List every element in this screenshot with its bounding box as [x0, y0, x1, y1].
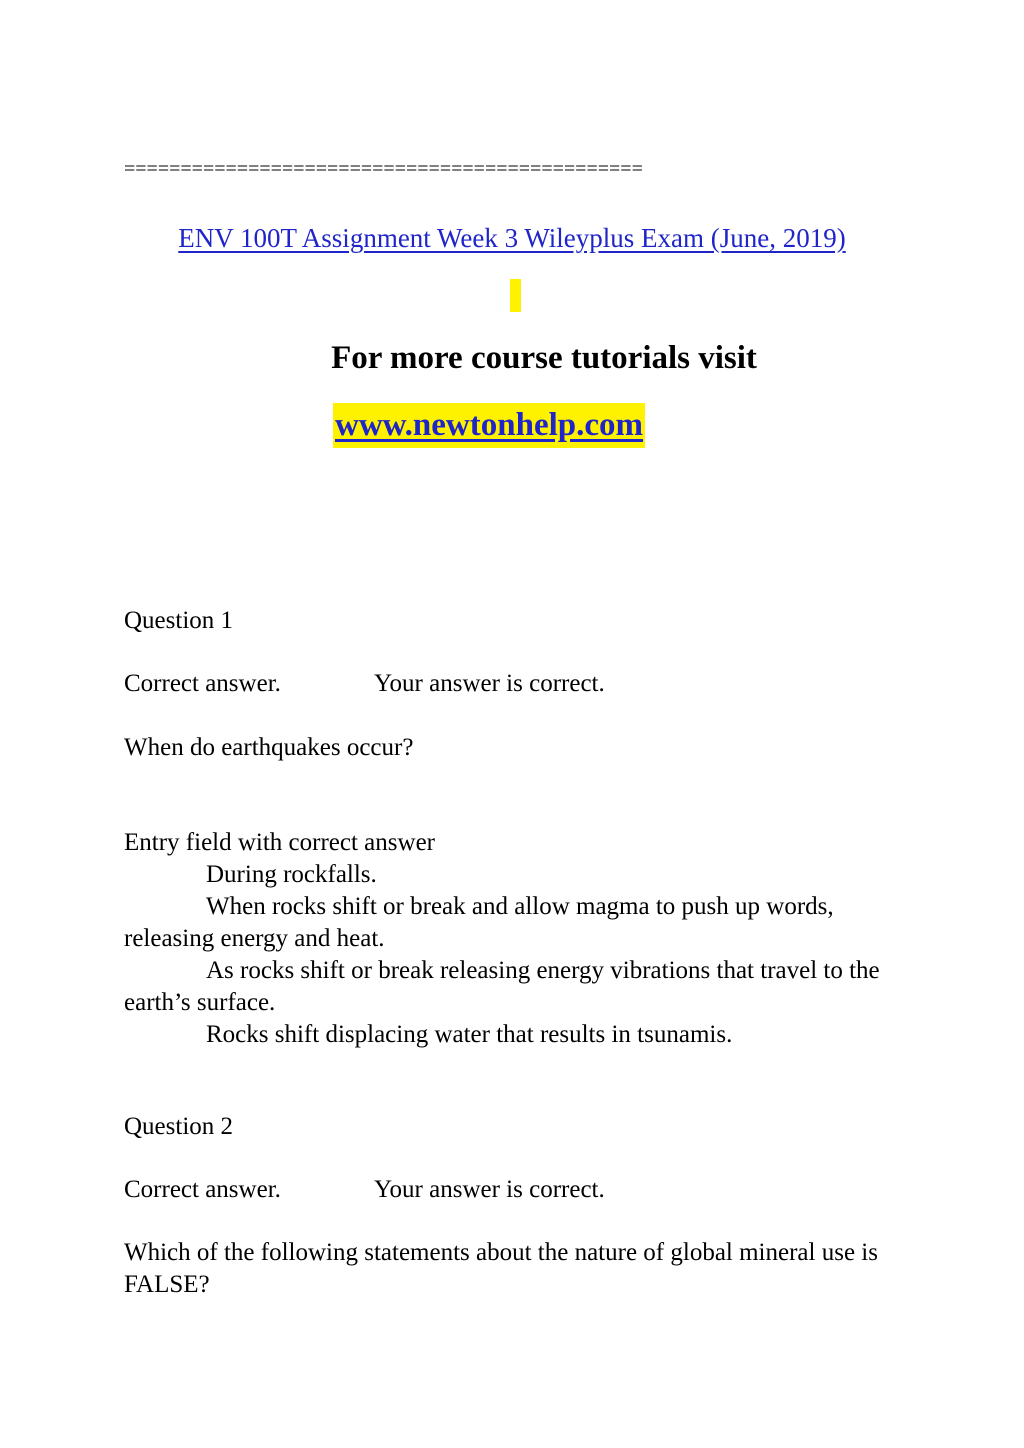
question-prompt: When do earthquakes occur? [124, 734, 414, 761]
site-link-highlight [333, 403, 645, 448]
question-label: Question 1 [124, 607, 234, 634]
answer-status [124, 668, 605, 700]
status-text: Correct answer. [124, 1176, 281, 1203]
status-text: Correct answer. [124, 670, 281, 697]
title-link[interactable]: ENV 100T Assignment Week 3 Wileyplus Exam (June, 2019) [178, 223, 846, 253]
option-item[interactable]: During rockfalls. [206, 861, 377, 888]
question-label: Question 2 [124, 1113, 234, 1140]
highlight-mark [510, 279, 521, 312]
feedback-text: Your answer is correct. [374, 670, 605, 697]
separator-line: ============================================== [124, 158, 643, 180]
answer-options [124, 827, 904, 1051]
answer-status [124, 1174, 605, 1206]
option-item[interactable]: As rocks shift or break releasing energy vibrations that travel to the earth’s surface. [124, 957, 880, 1016]
site-link[interactable]: www.newtonhelp.com [335, 407, 644, 443]
promo-heading: For more course tutorials visit [331, 340, 757, 376]
question-prompt: Which of the following statements about the nature of global mineral use is FALSE? [124, 1239, 878, 1298]
feedback-text: Your answer is correct. [374, 1176, 605, 1203]
document-title [0, 220, 1024, 256]
option-item[interactable]: When rocks shift or break and allow magma to push up words, releasing energy and heat. [124, 893, 834, 952]
entry-field-label: Entry field with correct answer [124, 829, 435, 856]
option-item[interactable]: Rocks shift displacing water that results in tsunamis. [206, 1021, 733, 1048]
